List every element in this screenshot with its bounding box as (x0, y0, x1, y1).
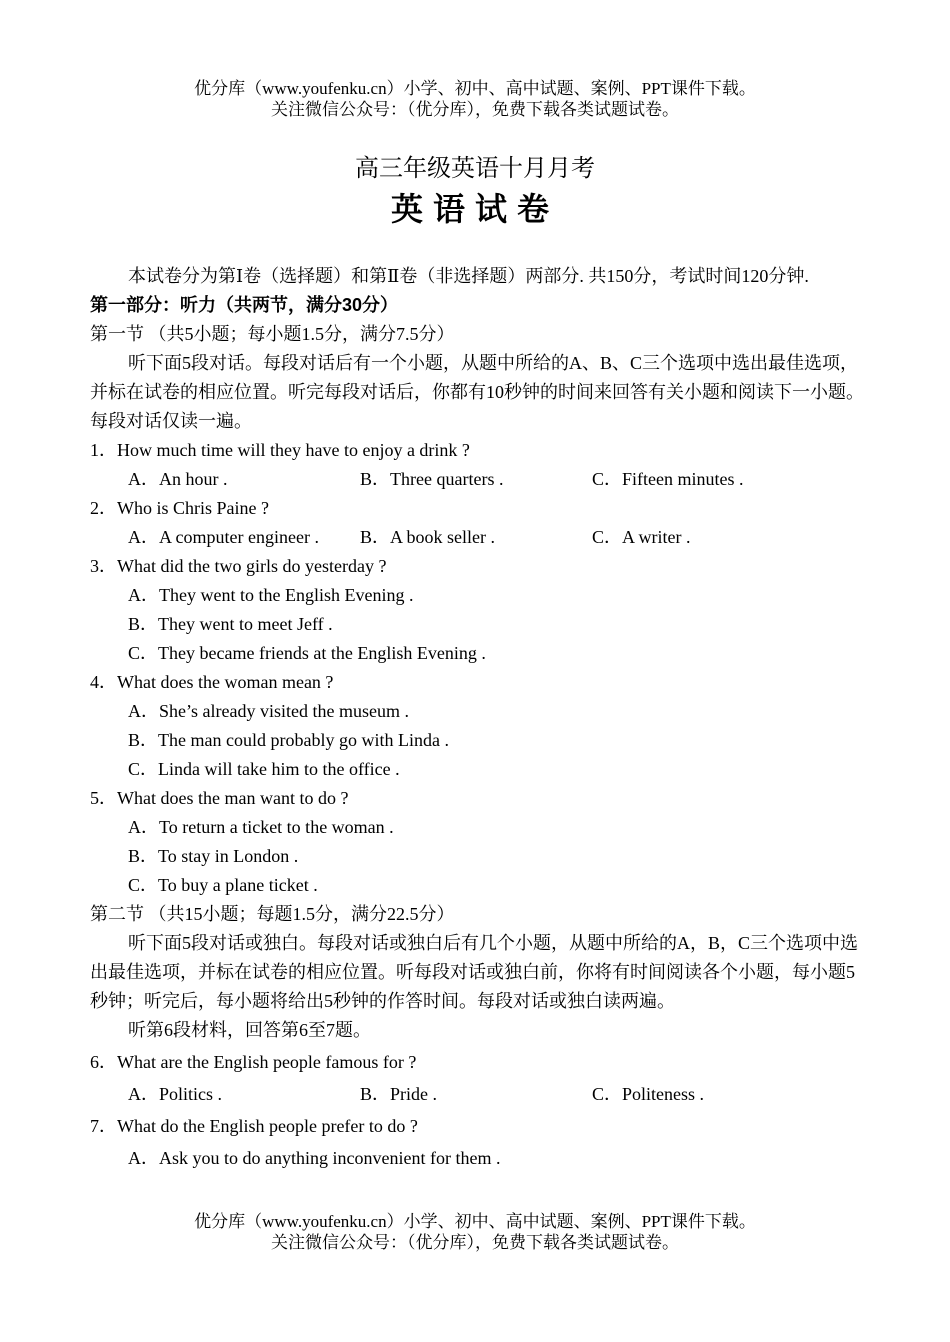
option-c: C．They became friends at the English Evening . (128, 643, 486, 663)
options-row (128, 1080, 870, 1109)
options-row (128, 465, 870, 494)
question-6 (90, 1048, 870, 1109)
exam-title: 高三年级英语十月月考 (355, 156, 595, 182)
question-1 (90, 436, 870, 494)
section1-instructions: 听下面5段对话。每段对话后有一个小题，从题中所给的A、B、C三个选项中选出最佳选项，并标在试卷的相应位置。听完每段对话后，你都有10秒钟的时间来回答有关小题和阅读下一小题。每段对话仅读一遍。 (90, 353, 864, 431)
question-5 (90, 784, 870, 900)
question-7 (90, 1112, 870, 1173)
option-a: A．They went to the English Evening . (128, 585, 414, 605)
option-b: B．Pride . (360, 1084, 438, 1104)
option-c: C．To buy a plane ticket . (128, 875, 318, 895)
option-b: B．Three quarters . (360, 469, 504, 489)
footer-line-2: 关注微信公众号：（优分库），免费下载各类试题试卷。 (271, 1233, 679, 1252)
question-stem: 2．Who is Chris Paine ? (90, 498, 269, 518)
header-line-1: 优分库（www.youfenku.cn）小学、初中、高中试题、案例、PPT课件下载。 (194, 79, 756, 98)
option-a: A．An hour . (128, 469, 228, 489)
option-a: A．To return a ticket to the woman . (128, 817, 394, 837)
option-b: B．A book seller . (360, 527, 495, 547)
question-stem: 4．What does the woman mean ? (90, 672, 334, 692)
question-stem: 7．What do the English people prefer to do ? (90, 1116, 418, 1136)
option-b: B．To stay in London . (128, 846, 299, 866)
option-b: B．They went to meet Jeff . (128, 614, 333, 634)
document-body (90, 262, 870, 1173)
section1-heading: 第一节 （共5小题；每小题1.5分，满分7.5分） (90, 324, 455, 344)
section2-instructions: 听下面5段对话或独白。每段对话或独白后有几个小题，从题中所给的A，B，C三个选项中选出最佳选项，并标在试卷的相应位置。听每段对话或独白前，你将有时间阅读各个小题，每小题5秒钟；听完后，每小题将给出5秒钟的作答时间。每段对话或独白读两遍。 (90, 933, 859, 1011)
question-stem: 1．How much time will they have to enjoy a drink ? (90, 440, 470, 460)
question-stem: 5．What does the man want to do ? (90, 788, 349, 808)
question-3 (90, 552, 870, 668)
option-c: C．Linda will take him to the office . (128, 759, 400, 779)
options-row (128, 523, 870, 552)
question-2 (90, 494, 870, 552)
section2-heading: 第二节 （共15小题；每题1.5分，满分22.5分） (90, 904, 455, 924)
option-c: C．Fifteen minutes . (592, 469, 744, 489)
footer-line-1: 优分库（www.youfenku.cn）小学、初中、高中试题、案例、PPT课件下载。 (194, 1212, 756, 1231)
option-b: B．The man could probably go with Linda . (128, 730, 449, 750)
option-a: A．She’s already visited the museum . (128, 701, 409, 721)
question-4 (90, 668, 870, 784)
option-a: A．Ask you to do anything inconvenient for them . (128, 1148, 501, 1168)
option-c: C．A writer . (592, 527, 691, 547)
page-footer (0, 1211, 950, 1253)
question-stem: 6．What are the English people famous for ? (90, 1052, 417, 1072)
option-a: A．Politics . (128, 1084, 223, 1104)
header-line-2: 关注微信公众号：（优分库），免费下载各类试题试卷。 (271, 100, 679, 119)
intro-paragraph: 本试卷分为第Ⅰ卷（选择题）和第Ⅱ卷（非选择题）两部分. 共150分，考试时间120分钟. (128, 266, 809, 286)
material6-note: 听第6段材料，回答第6至7题。 (128, 1020, 371, 1040)
option-a: A．A computer engineer . (128, 527, 319, 547)
exam-subtitle: 英语试卷 (390, 191, 559, 227)
page-header (0, 78, 950, 120)
question-stem: 3．What did the two girls do yesterday ? (90, 556, 387, 576)
part1-heading: 第一部分：听力（共两节，满分30分） (90, 295, 399, 315)
option-c: C．Politeness . (592, 1084, 705, 1104)
